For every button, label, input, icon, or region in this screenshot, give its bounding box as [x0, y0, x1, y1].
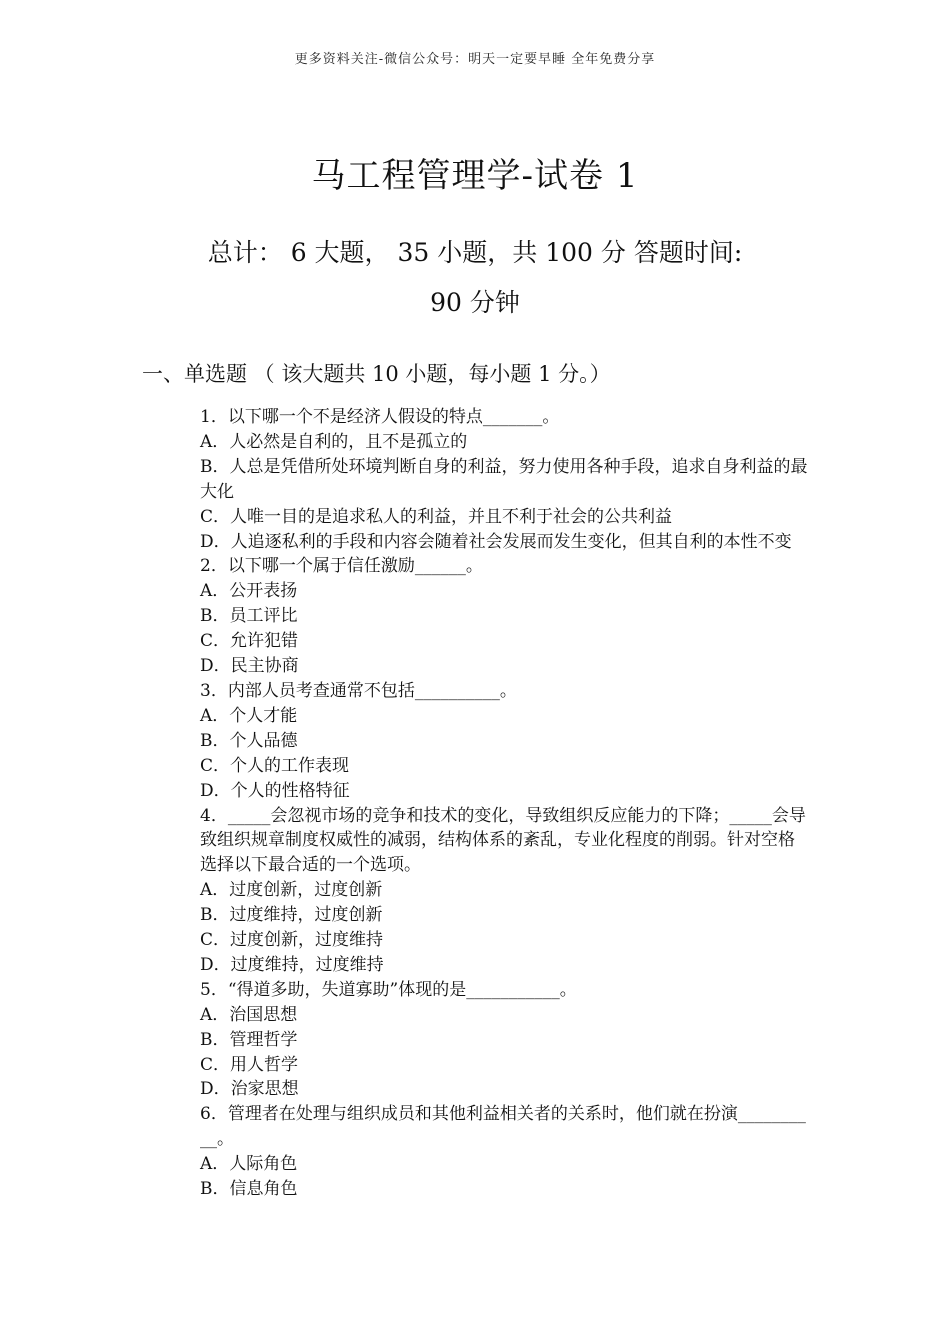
question-3: [200, 679, 810, 804]
option-d: D．民主协商: [200, 656, 299, 677]
option-b: B．个人品德: [200, 730, 298, 751]
option-a: A．公开表扬: [200, 581, 298, 602]
option-b: B．人总是凭借所处环境判断自身的利益，努力使用各种手段，追求自身利益的最大化: [200, 456, 808, 502]
question-stem: 4．_____会忽视市场的竞争和技术的变化，导致组织反应能力的下降；_____会导致组织规章制度权威性的减弱，结构体系的紊乱，专业化程度的削弱。针对空格选择以下最合适的一个选项。: [200, 805, 806, 876]
summary-line-2: 90 分钟: [430, 288, 520, 317]
question-list: [200, 405, 810, 1202]
page-title: 马工程管理学-试卷 1: [311, 156, 639, 196]
question-stem: 1．以下哪一个不是经济人假设的特点_______。: [200, 407, 560, 427]
option-b: B．信息角色: [200, 1179, 298, 1200]
option-c: C．允许犯错: [200, 631, 299, 652]
question-stem: 5．“得道多助，失道寡助”体现的是___________。: [200, 979, 577, 1000]
option-c: C．个人的工作表现: [200, 755, 350, 776]
question-6: [200, 1102, 810, 1202]
option-a: A．治国思想: [200, 1004, 298, 1025]
option-b: B．员工评比: [200, 606, 298, 627]
option-a: A．个人才能: [200, 705, 298, 726]
section-heading: 一、单选题 （ 该大题共 10 小题，每小题 1 分。）: [142, 362, 611, 386]
question-4: [200, 804, 810, 978]
question-5: [200, 978, 810, 1103]
option-a: A．过度创新，过度创新: [200, 880, 383, 901]
option-c: C．人唯一目的是追求私人的利益，并且不利于社会的公共利益: [200, 506, 673, 527]
question-stem: 6．管理者在处理与组织成员和其他利益相关者的关系时，他们就在扮演__________。: [200, 1104, 806, 1150]
option-c: C．用人哲学: [200, 1054, 299, 1075]
option-d: D．人追逐私利的手段和内容会随着社会发展而发生变化，但其自利的本性不变: [200, 531, 792, 552]
option-d: D．治家思想: [200, 1079, 299, 1100]
summary-line-1: 总计： 6 大题， 35 小题，共 100 分 答题时间:: [207, 238, 743, 267]
option-b: B．过度维持，过度创新: [200, 905, 383, 926]
option-b: B．管理哲学: [200, 1029, 298, 1050]
question-2: [200, 554, 810, 679]
question-stem: 2．以下哪一个属于信任激励______。: [200, 556, 483, 577]
option-d: D．过度维持，过度维持: [200, 954, 384, 975]
exam-summary: [0, 228, 950, 328]
question-1: [200, 405, 810, 554]
option-a: A．人际角色: [200, 1154, 298, 1175]
option-a: A．人必然是自利的，且不是孤立的: [200, 431, 468, 452]
question-stem: 3．内部人员考查通常不包括__________。: [200, 680, 517, 701]
option-c: C．过度创新，过度维持: [200, 930, 384, 951]
option-d: D．个人的性格特征: [200, 780, 350, 801]
header-note: 更多资料关注-微信公众号：明天一定要早睡 全年免费分享: [294, 52, 656, 67]
